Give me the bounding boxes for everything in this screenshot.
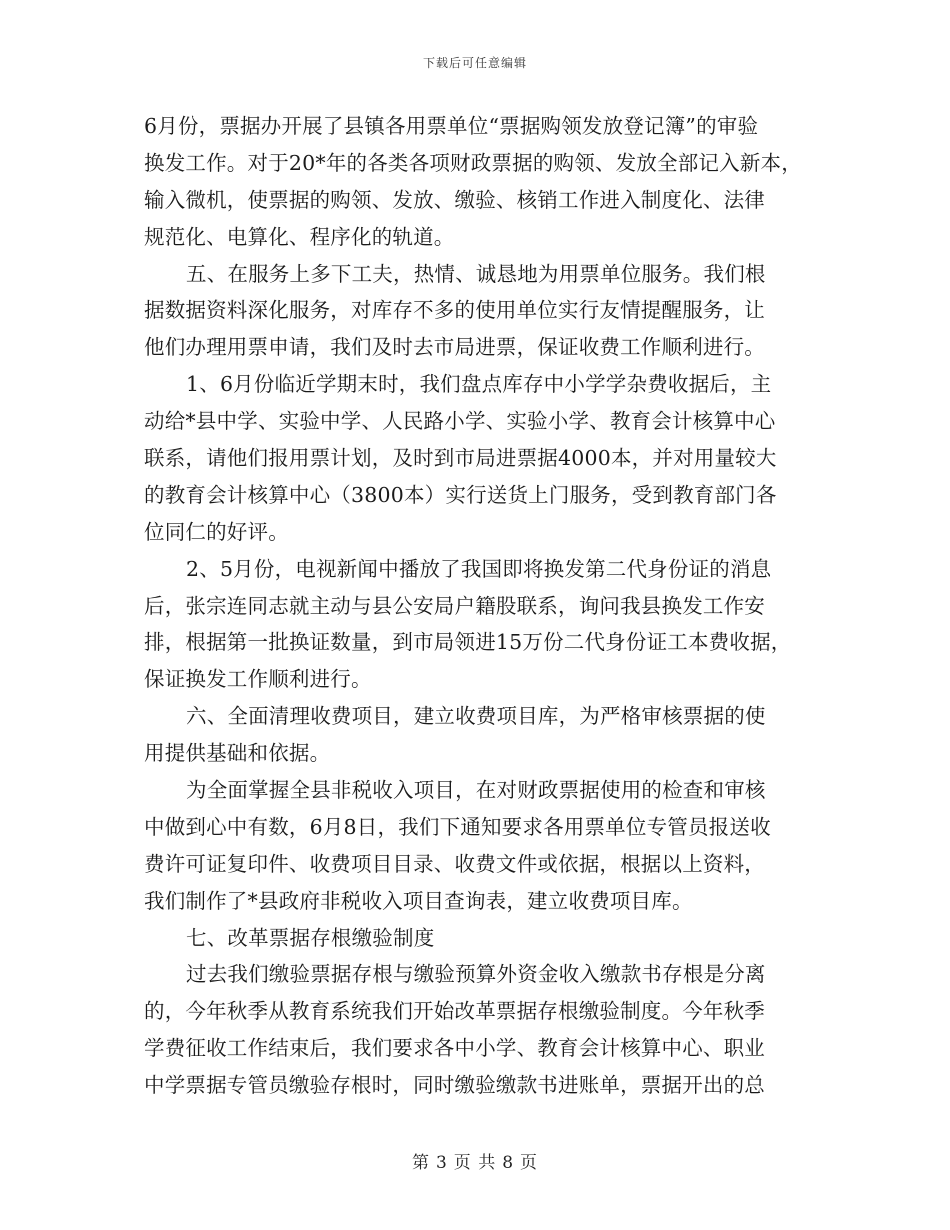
text-line: 中学票据专管员缴验存根时，同时缴验缴款书进账单，票据开出的总 [144,1073,765,1098]
footer-prefix: 第 [411,1153,430,1173]
text-line: 为全面掌握全县非税收入项目，在对财政票据使用的检查和审核 [186,778,766,803]
page-footer [0,1148,950,1173]
text-line: 六、全面清理收费项目，建立收费项目库，为严格审核票据的使 [186,704,766,729]
text-line: 过去我们缴验票据存根与缴验预算外资金收入缴款书存根是分离 [186,962,766,987]
text-line: 输入微机，使票据的购领、发放、缴验、核销工作进入制度化、法律 [144,187,765,212]
text-line: 联系，请他们报用票计划，及时到市局进票据4000本，并对用量较大 [144,446,777,471]
footer-total-pages: 8 [502,1153,515,1173]
text-line: 2、5月份，电视新闻中播放了我国即将换发第二代身份证的消息 [186,556,772,581]
text-line: 6月份，票据办开展了县镇各用票单位“票据购领发放登记簿”的审验 [144,114,759,138]
footer-middle: 页 共 [453,1153,497,1173]
text-line: 七、改革票据存根缴验制度 [186,925,435,950]
text-line: 1、6月份临近学期末时，我们盘点库存中小学学杂费收据后，主 [186,372,772,397]
text-line: 后，张宗连同志就主动与县公安局户籍股联系，询问我县换发工作安 [144,593,765,618]
text-line: 五、在服务上多下工夫，热情、诚恳地为用票单位服务。我们根 [186,261,766,286]
text-line: 据数据资料深化服务，对库存不多的使用单位实行友情提醒服务，让 [144,298,765,323]
text-line: 的教育会计核算中心（3800本）实行送货上门服务，受到教育部门各 [144,482,777,507]
text-line: 规范化、电算化、程序化的轨道。 [144,224,455,249]
footer-suffix: 页 [520,1153,539,1173]
text-line: 换发工作。对于20*年的各类各项财政票据的购领、发放全部记入新本， [144,150,802,175]
text-line: 排，根据第一批换证数量，到市局领进15万份二代身份证工本费收据， [144,630,792,655]
text-line: 中做到心中有数，6月8日，我们下通知要求各用票单位专管员报送收 [144,814,771,839]
text-line: 用提供基础和依据。 [144,741,331,766]
text-line: 位同仁的好评。 [144,519,289,544]
page-header: 下载后可任意编辑 [422,56,527,70]
footer-current-page: 3 [435,1153,448,1173]
text-line: 我们制作了*县政府非税收入项目查询表，建立收费项目库。 [144,888,693,913]
text-line: 学费征收工作结束后，我们要求各中小学、教育会计核算中心、职业 [144,1036,765,1061]
body-text [144,108,824,1104]
text-line: 费许可证复印件、收费项目目录、收费文件或依据，根据以上资料， [144,851,765,876]
text-line: 的，今年秋季从教育系统我们开始改革票据存根缴验制度。今年秋季 [144,999,765,1024]
text-line: 动给*县中学、实验中学、人民路小学、实验小学、教育会计核算中心 [144,409,776,434]
text-line: 保证换发工作顺利进行。 [144,667,372,692]
text-line: 他们办理用票申请，我们及时去市局进票，保证收费工作顺利进行。 [144,335,765,360]
